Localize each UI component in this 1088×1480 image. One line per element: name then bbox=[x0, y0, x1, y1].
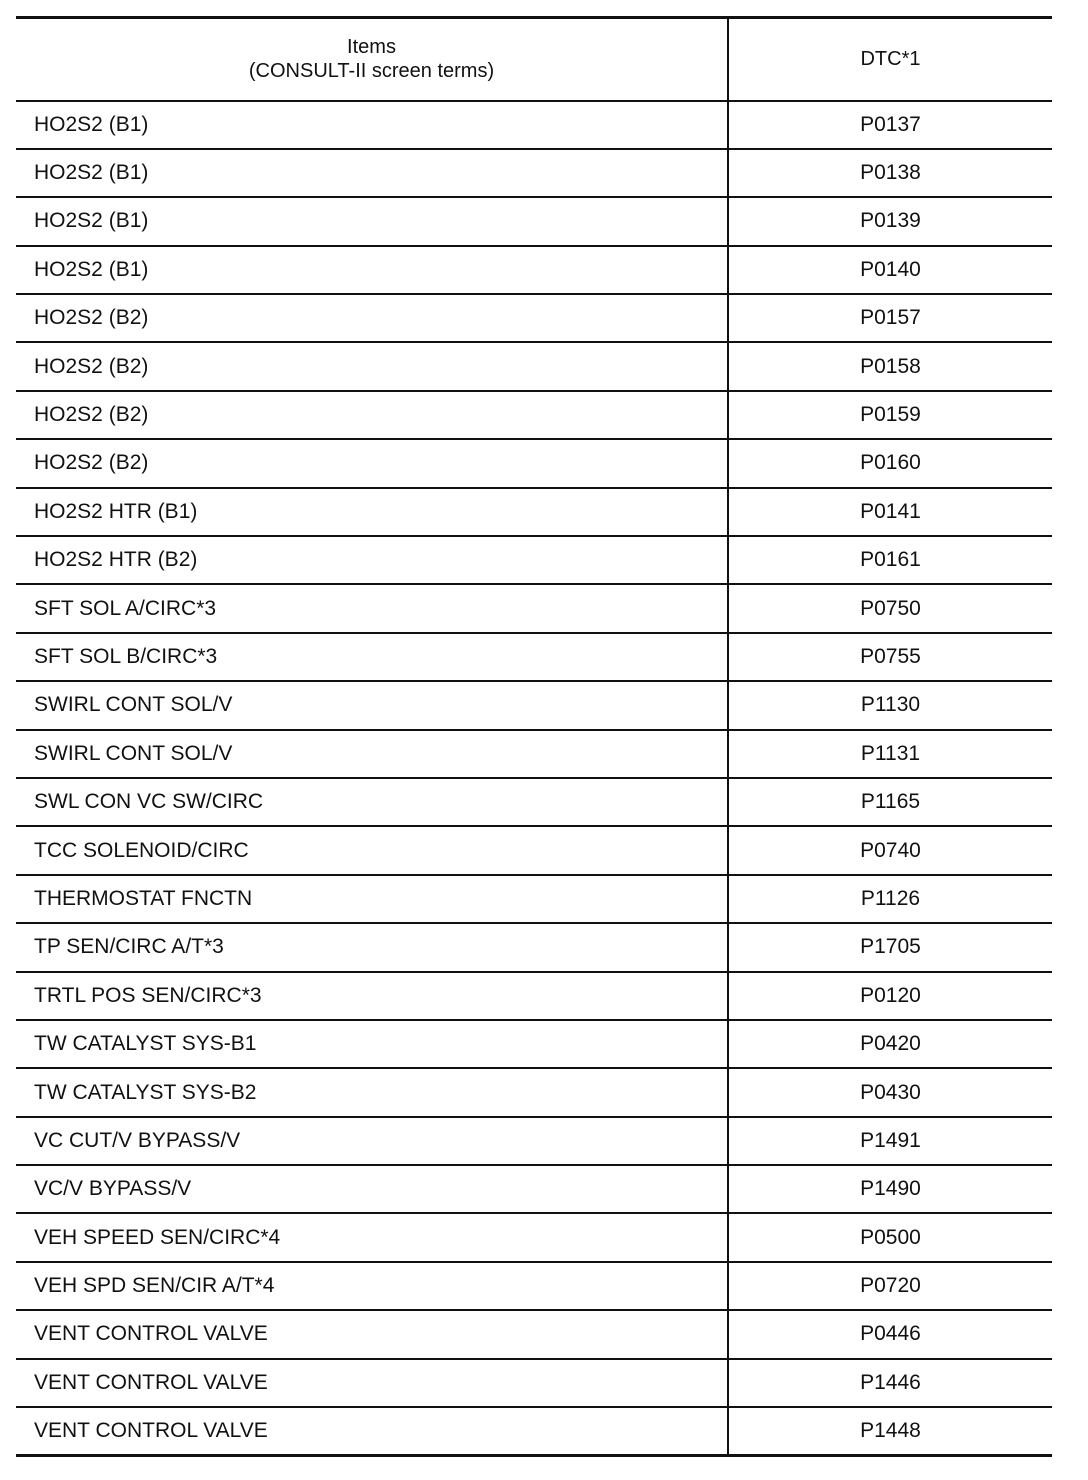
table-row bbox=[16, 1359, 1052, 1407]
item-cell: TP SEN/CIRC A/T*3 bbox=[16, 923, 728, 971]
item-cell: VEH SPD SEN/CIR A/T*4 bbox=[16, 1262, 728, 1310]
item-cell: SFT SOL A/CIRC*3 bbox=[16, 584, 728, 632]
table-row bbox=[16, 197, 1052, 245]
table-row bbox=[16, 536, 1052, 584]
dtc-cell: P1490 bbox=[728, 1165, 1052, 1213]
item-cell: HO2S2 (B2) bbox=[16, 391, 728, 439]
dtc-cell: P0139 bbox=[728, 197, 1052, 245]
item-cell: THERMOSTAT FNCTN bbox=[16, 875, 728, 923]
dtc-cell: P0141 bbox=[728, 488, 1052, 536]
item-cell: VENT CONTROL VALVE bbox=[16, 1359, 728, 1407]
item-cell: VENT CONTROL VALVE bbox=[16, 1407, 728, 1455]
item-cell: VENT CONTROL VALVE bbox=[16, 1310, 728, 1358]
item-cell: HO2S2 (B2) bbox=[16, 294, 728, 342]
dtc-table bbox=[16, 16, 1052, 1457]
table-row bbox=[16, 1407, 1052, 1455]
table-row bbox=[16, 681, 1052, 729]
table-row bbox=[16, 1165, 1052, 1213]
table-row bbox=[16, 1262, 1052, 1310]
dtc-cell: P1491 bbox=[728, 1117, 1052, 1165]
item-cell: HO2S2 HTR (B1) bbox=[16, 488, 728, 536]
dtc-cell: P0755 bbox=[728, 633, 1052, 681]
item-cell: TCC SOLENOID/CIRC bbox=[16, 826, 728, 874]
dtc-cell: P1446 bbox=[728, 1359, 1052, 1407]
dtc-cell: P0720 bbox=[728, 1262, 1052, 1310]
table-row bbox=[16, 1020, 1052, 1068]
item-cell: HO2S2 (B2) bbox=[16, 439, 728, 487]
table-row bbox=[16, 633, 1052, 681]
item-cell: TW CATALYST SYS-B1 bbox=[16, 1020, 728, 1068]
item-cell: VC CUT/V BYPASS/V bbox=[16, 1117, 728, 1165]
item-cell: HO2S2 (B1) bbox=[16, 246, 728, 294]
item-cell: HO2S2 (B1) bbox=[16, 101, 728, 149]
dtc-cell: P0161 bbox=[728, 536, 1052, 584]
table-row bbox=[16, 391, 1052, 439]
dtc-cell: P0160 bbox=[728, 439, 1052, 487]
item-cell: HO2S2 HTR (B2) bbox=[16, 536, 728, 584]
dtc-cell: P0750 bbox=[728, 584, 1052, 632]
column-header-items-subtitle: (CONSULT-II screen terms) bbox=[248, 60, 495, 83]
table-row bbox=[16, 584, 1052, 632]
dtc-cell: P0420 bbox=[728, 1020, 1052, 1068]
item-cell: VEH SPEED SEN/CIRC*4 bbox=[16, 1213, 728, 1261]
item-cell: SFT SOL B/CIRC*3 bbox=[16, 633, 728, 681]
dtc-cell: P0140 bbox=[728, 246, 1052, 294]
dtc-cell: P1126 bbox=[728, 875, 1052, 923]
table-row bbox=[16, 730, 1052, 778]
column-header-dtc: DTC*1 bbox=[728, 18, 1052, 101]
dtc-cell: P0500 bbox=[728, 1213, 1052, 1261]
item-cell: TRTL POS SEN/CIRC*3 bbox=[16, 972, 728, 1020]
dtc-cell: P1448 bbox=[728, 1407, 1052, 1455]
dtc-cell: P0159 bbox=[728, 391, 1052, 439]
item-cell: HO2S2 (B1) bbox=[16, 197, 728, 245]
item-cell: TW CATALYST SYS-B2 bbox=[16, 1068, 728, 1116]
dtc-cell: P0740 bbox=[728, 826, 1052, 874]
dtc-cell: P1705 bbox=[728, 923, 1052, 971]
table-row bbox=[16, 826, 1052, 874]
item-cell: SWL CON VC SW/CIRC bbox=[16, 778, 728, 826]
item-cell: HO2S2 (B1) bbox=[16, 149, 728, 197]
table-row bbox=[16, 1213, 1052, 1261]
table-row bbox=[16, 1117, 1052, 1165]
dtc-cell: P0446 bbox=[728, 1310, 1052, 1358]
column-header-items-title: Items bbox=[347, 36, 396, 59]
dtc-cell: P1130 bbox=[728, 681, 1052, 729]
table-row bbox=[16, 972, 1052, 1020]
header-row bbox=[16, 18, 1052, 101]
table-row bbox=[16, 1068, 1052, 1116]
table-row bbox=[16, 101, 1052, 149]
dtc-cell: P0158 bbox=[728, 342, 1052, 390]
item-cell: VC/V BYPASS/V bbox=[16, 1165, 728, 1213]
table-row bbox=[16, 294, 1052, 342]
table-row bbox=[16, 488, 1052, 536]
table-row bbox=[16, 1310, 1052, 1358]
table-row bbox=[16, 875, 1052, 923]
dtc-cell: P0137 bbox=[728, 101, 1052, 149]
table-body bbox=[16, 101, 1052, 1456]
table-row bbox=[16, 149, 1052, 197]
dtc-cell: P1131 bbox=[728, 730, 1052, 778]
table-header bbox=[16, 18, 1052, 101]
item-cell: SWIRL CONT SOL/V bbox=[16, 730, 728, 778]
dtc-cell: P0430 bbox=[728, 1068, 1052, 1116]
dtc-cell: P0157 bbox=[728, 294, 1052, 342]
dtc-cell: P0120 bbox=[728, 972, 1052, 1020]
table-row bbox=[16, 246, 1052, 294]
item-cell: HO2S2 (B2) bbox=[16, 342, 728, 390]
table-row bbox=[16, 439, 1052, 487]
table-row bbox=[16, 778, 1052, 826]
dtc-cell: P1165 bbox=[728, 778, 1052, 826]
table-row bbox=[16, 342, 1052, 390]
dtc-cell: P0138 bbox=[728, 149, 1052, 197]
column-header-items bbox=[16, 18, 728, 101]
item-cell: SWIRL CONT SOL/V bbox=[16, 681, 728, 729]
table-row bbox=[16, 923, 1052, 971]
